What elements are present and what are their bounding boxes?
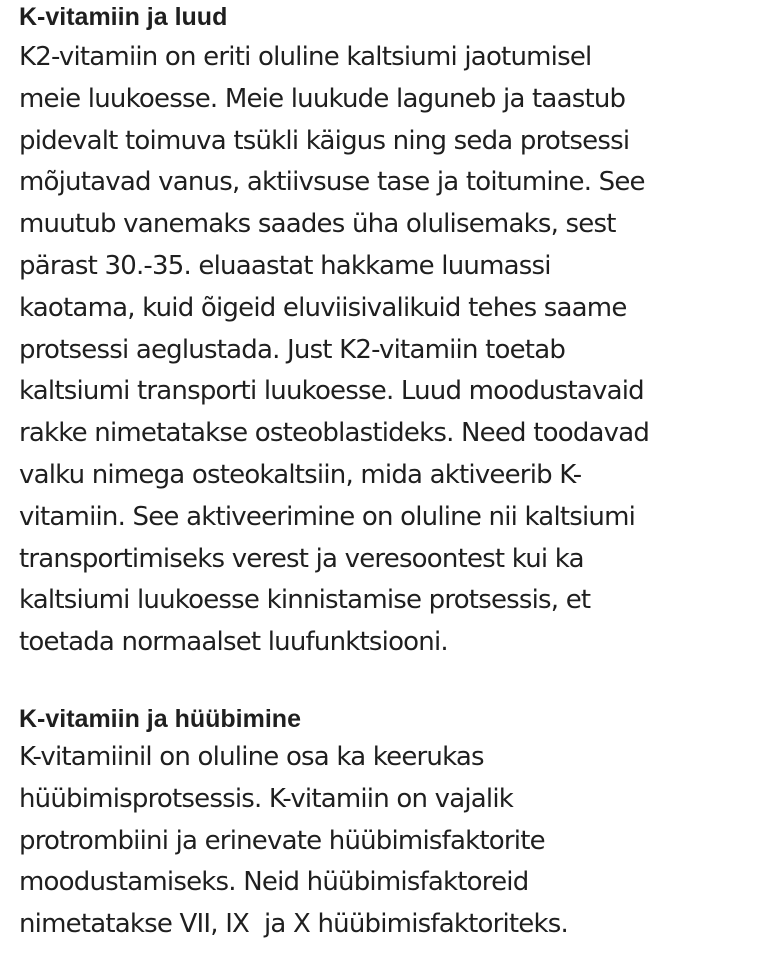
paragraph-line: vitamiin. See aktiveerimine on oluline nii kaltsiumi	[19, 501, 636, 532]
paragraph-line: moodustamiseks. Neid hüübimisfaktoreid	[19, 867, 529, 898]
section-paragraph	[19, 37, 649, 664]
paragraph-line: nimetatakse VII, IX ja X hüübimisfaktoriteks.	[19, 909, 568, 940]
paragraph-line: muutub vanemaks saades üha olulisemaks, sest	[19, 209, 616, 240]
section-heading: K-vitamiin ja luud	[19, 3, 228, 31]
paragraph-line: protrombiini ja erinevate hüübimisfaktorite	[19, 825, 545, 856]
paragraph-line: kaltsiumi transporti luukoesse. Luud moodustavaid	[19, 376, 644, 407]
paragraph-line: rakke nimetatakse osteoblastideks. Need toodavad	[19, 418, 650, 449]
paragraph-line: hüübimisprotsessis. K-vitamiin on vajalik	[19, 783, 514, 814]
paragraph-line: kaltsiumi luukoesse kinnistamise protsessis, et	[19, 585, 591, 616]
section-k-vitamin-bones	[19, 0, 649, 664]
section-heading: K-vitamiin ja hüübimine	[19, 705, 301, 733]
paragraph-line: protsessi aeglustada. Just K2-vitamiin toetab	[19, 334, 566, 365]
paragraph-line: pärast 30.-35. eluaastat hakkame luumassi	[19, 250, 551, 281]
paragraph-line: mõjutavad vanus, aktiivsuse tase ja toitumine. See	[19, 167, 645, 198]
paragraph-line: transportimiseks verest ja veresoontest kui ka	[19, 543, 584, 574]
section-k-vitamin-coagulation	[19, 702, 568, 946]
paragraph-line: valku nimega osteokaltsiin, mida aktiveerib K-	[19, 459, 582, 490]
paragraph-line: K2-vitamiin on eriti oluline kaltsiumi jaotumisel	[19, 42, 592, 72]
section-paragraph	[19, 737, 568, 946]
paragraph-line: kaotama, kuid õigeid eluviisivalikuid tehes saame	[19, 292, 627, 323]
paragraph-line: K-vitamiinil on oluline osa ka keerukas	[19, 742, 484, 772]
paragraph-line: pidevalt toimuva tsükli käigus ning seda protsessi	[19, 125, 630, 156]
paragraph-line: toetada normaalset luufunktsiooni.	[19, 627, 448, 658]
paragraph-line: meie luukoesse. Meie luukude laguneb ja taastub	[19, 83, 626, 114]
